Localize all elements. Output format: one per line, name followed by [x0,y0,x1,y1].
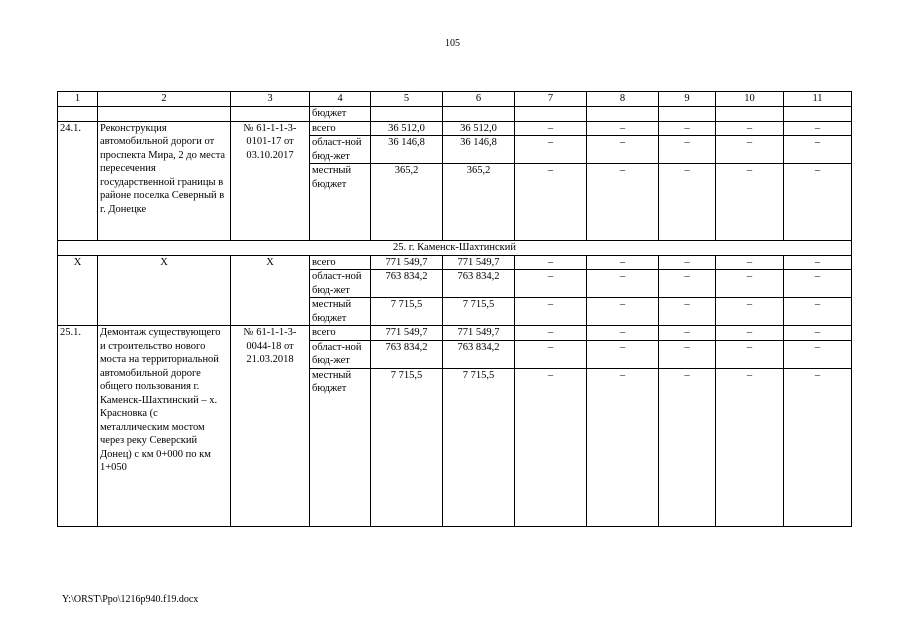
dash-cell: – [587,136,659,164]
table-row [58,326,852,341]
header-col-3: 3 [231,92,310,107]
section-title: 25. г. Каменск-Шахтинский [58,241,852,256]
dash-cell: – [784,368,852,526]
dash-cell: – [784,255,852,270]
row-number: 24.1. [58,121,98,241]
value-col-5: 771 549,7 [371,326,443,341]
dash-cell: – [515,255,587,270]
dash-cell: – [659,326,716,341]
dash-cell: – [515,326,587,341]
header-col-5: 5 [371,92,443,107]
value-col-6: 763 834,2 [443,340,515,368]
dash-cell: – [587,121,659,136]
budget-table [57,91,852,527]
dash-cell: – [587,298,659,326]
value-col-5: 771 549,7 [371,255,443,270]
value-col-5: 36 146,8 [371,136,443,164]
dash-cell: – [659,164,716,241]
dash-cell: – [587,164,659,241]
dash-cell: – [716,121,784,136]
document-ref: № 61-1-1-3-0044-18 от 21.03.2018 [231,326,310,527]
value-col-5: 763 834,2 [371,340,443,368]
total-marker: Х [58,255,98,326]
funding-label: всего [310,255,371,270]
funding-label: местный бюджет [310,368,371,526]
section-row [58,241,852,256]
value-col-6: 365,2 [443,164,515,241]
dash-cell: – [515,340,587,368]
value-col-5: 7 715,5 [371,368,443,526]
dash-cell: – [515,270,587,298]
dash-cell: – [515,298,587,326]
header-col-8: 8 [587,92,659,107]
header-col-6: 6 [443,92,515,107]
dash-cell: – [659,136,716,164]
value-col-6: 763 834,2 [443,270,515,298]
dash-cell: – [716,255,784,270]
dash-cell: – [659,270,716,298]
header-col-4: 4 [310,92,371,107]
dash-cell: – [515,164,587,241]
dash-cell: – [659,121,716,136]
value-col-5: 36 512,0 [371,121,443,136]
page-number: 105 [445,38,460,49]
funding-label: област-ной бюд-жет [310,136,371,164]
dash-cell: – [716,136,784,164]
header-col-7: 7 [515,92,587,107]
dash-cell: – [784,136,852,164]
value-col-6: 7 715,5 [443,368,515,526]
dash-cell: – [716,298,784,326]
funding-label: бюджет [310,107,371,122]
object-name: Реконструкция автомобильной дороги от проспекта Мира, 2 до места пересечения государственной границы в районе поселка Северный в г. Донецке [98,121,231,241]
dash-cell: – [587,270,659,298]
object-name: Демонтаж существующего и строительство нового моста на территориальной автомобильной дороге общего пользования г. Каменск-Шахтинский – х. Красновка (с металлическим мостом через реку Северский Донец) с км 0+000 по км 1+050 [98,326,231,527]
value-col-6: 771 549,7 [443,255,515,270]
funding-label: всего [310,121,371,136]
header-col-10: 10 [716,92,784,107]
total-marker: Х [231,255,310,326]
dash-cell: – [515,368,587,526]
dash-cell: – [784,164,852,241]
dash-cell: – [515,121,587,136]
dash-cell: – [716,270,784,298]
row-number: 25.1. [58,326,98,527]
value-col-6: 771 549,7 [443,326,515,341]
dash-cell: – [587,340,659,368]
dash-cell: – [784,121,852,136]
file-path-footer: Y:\ORST\Ppo\1216p940.f19.docx [62,594,199,605]
dash-cell: – [784,340,852,368]
dash-cell: – [659,368,716,526]
dash-cell: – [587,368,659,526]
dash-cell: – [716,164,784,241]
dash-cell: – [716,368,784,526]
dash-cell: – [659,255,716,270]
header-col-2: 2 [98,92,231,107]
funding-label: всего [310,326,371,341]
value-col-5: 365,2 [371,164,443,241]
dash-cell: – [716,326,784,341]
table-row [58,255,852,270]
dash-cell: – [659,340,716,368]
dash-cell: – [784,326,852,341]
header-col-9: 9 [659,92,716,107]
dash-cell: – [659,298,716,326]
funding-label: местный бюджет [310,164,371,241]
funding-label: местный бюджет [310,298,371,326]
value-col-6: 36 146,8 [443,136,515,164]
value-col-5: 7 715,5 [371,298,443,326]
dash-cell: – [784,270,852,298]
funding-label: област-ной бюд-жет [310,270,371,298]
header-col-1: 1 [58,92,98,107]
table-row [58,121,852,136]
document-ref: № 61-1-1-3-0101-17 от 03.10.2017 [231,121,310,241]
funding-label: област-ной бюд-жет [310,340,371,368]
dash-cell: – [784,298,852,326]
dash-cell: – [587,255,659,270]
header-row [58,92,852,107]
header-col-11: 11 [784,92,852,107]
value-col-6: 7 715,5 [443,298,515,326]
dash-cell: – [716,340,784,368]
table-row [58,107,852,122]
value-col-5: 763 834,2 [371,270,443,298]
total-marker: Х [98,255,231,326]
dash-cell: – [515,136,587,164]
value-col-6: 36 512,0 [443,121,515,136]
dash-cell: – [587,326,659,341]
